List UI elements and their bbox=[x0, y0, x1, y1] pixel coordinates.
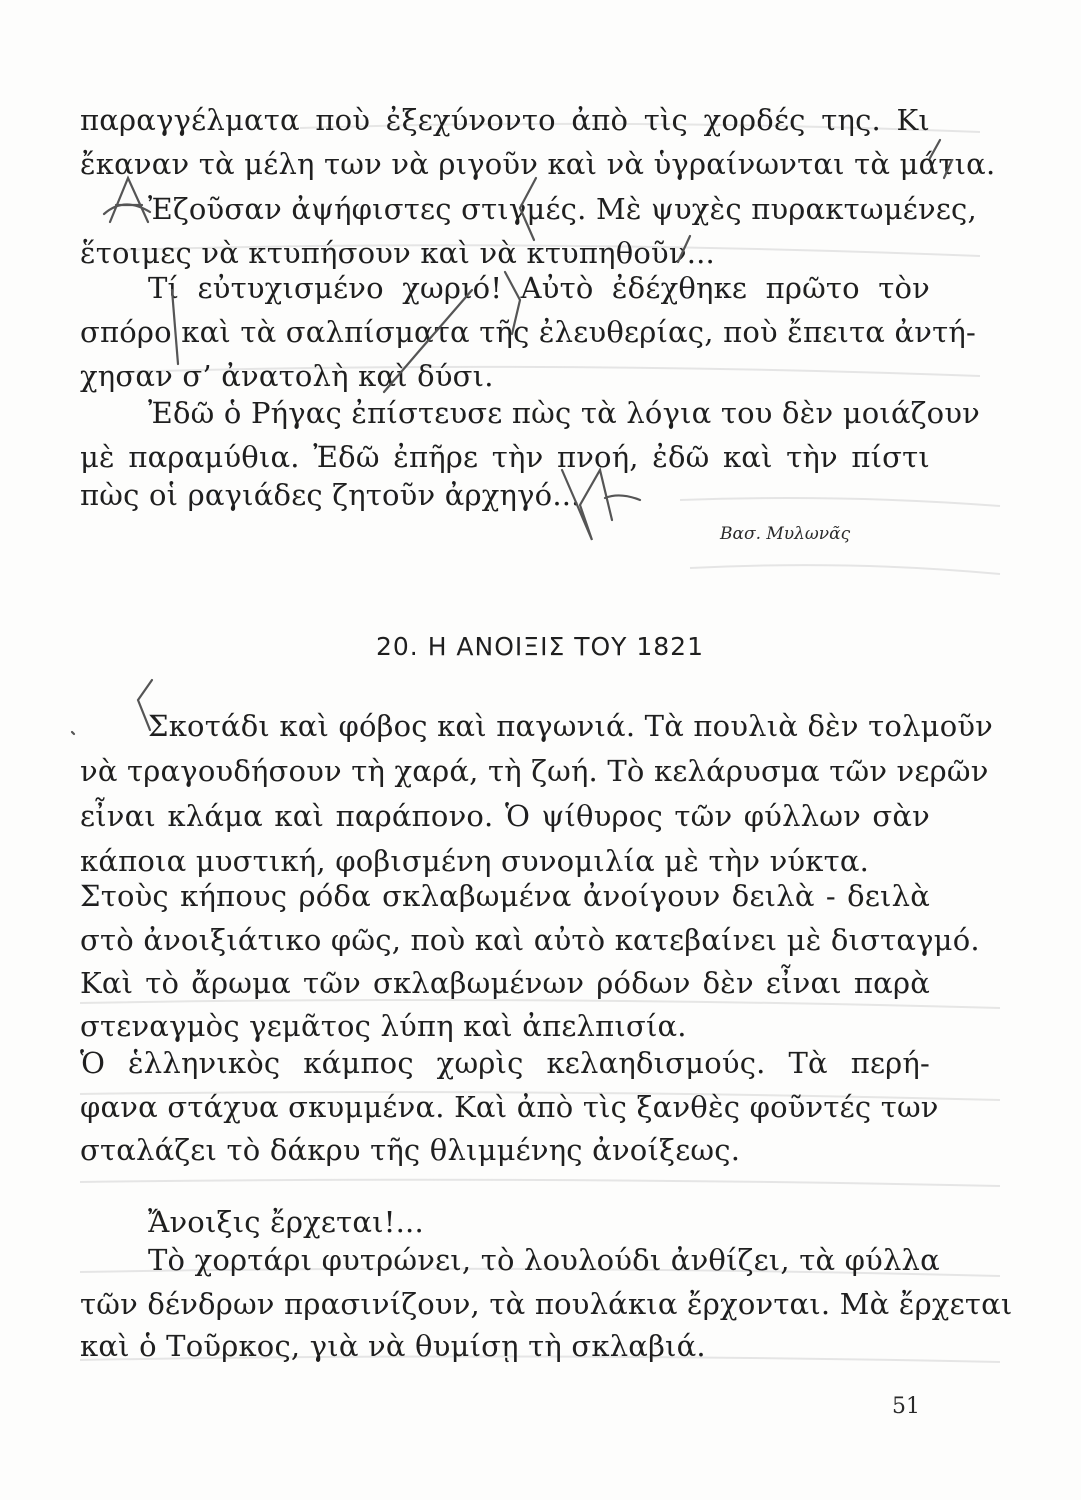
text-line: Τὸ χορτάρι φυτρώνει, τὸ λουλούδι ἀνθίζει, τὰ φύλλα bbox=[148, 1243, 940, 1277]
text-line: κάποια μυστική, φοβισμένη συνομιλία μὲ τὴν νύκτα. bbox=[80, 844, 870, 878]
text-line: Ἐζοῦσαν ἀψήφιστες στιγμές. Μὲ ψυχὲς πυρακτωμένες, bbox=[148, 192, 977, 226]
text-line: ἔκαναν τὰ μέλη των νὰ ριγοῦν καὶ νὰ ὑγραίνωνται τὰ μάτια. bbox=[80, 147, 996, 181]
text-line: στεναγμὸς γεμᾶτος λύπη καὶ ἀπελπισία. bbox=[80, 1009, 687, 1043]
text-line: σπόρο καὶ τὰ σαλπίσματα τῆς ἐλευθερίας, ποὺ ἔπειτα ἀντή- bbox=[80, 315, 976, 349]
text-line: τῶν δένδρων πρασινίζουν, τὰ πουλάκια ἔρχονται. Μὰ ἔρχεται bbox=[80, 1287, 1013, 1321]
text-line: Σκοτάδι καὶ φόβος καὶ παγωνιά. Τὰ πουλιὰ δὲν τολμοῦν bbox=[148, 709, 994, 743]
text-line: Καὶ τὸ ἄρωμα τῶν σκλαβωμένων ρόδων δὲν εἶναι παρὰ bbox=[80, 966, 930, 1000]
text-line: εἶναι κλάμα καὶ παράπονο. Ὁ ψίθυρος τῶν φύλλων σὰν bbox=[80, 799, 930, 833]
text-line: Ὁ ἑλληνικὸς κάμπος χωρὶς κελαηδισμούς. Τὰ περή- bbox=[80, 1046, 930, 1080]
page-number: 51 bbox=[892, 1394, 920, 1419]
text-line: καὶ ὁ Τοῦρκος, γιὰ νὰ θυμίσῃ τὴ σκλαβιά. bbox=[80, 1329, 706, 1363]
text-line: παραγγέλματα ποὺ ἐξεχύνοντο ἀπὸ τὶς χορδές της. Κι bbox=[80, 103, 930, 137]
text-line: Στοὺς κήπους ρόδα σκλαβωμένα ἀνοίγουν δειλὰ - δειλὰ bbox=[80, 879, 930, 913]
margin-mark-a bbox=[104, 178, 150, 222]
text-line: στὸ ἀνοιξιάτικο φῶς, ποὺ καὶ αὐτὸ κατεβαίνει μὲ δισταγμό. bbox=[80, 923, 980, 957]
text-line: πὼς οἱ ραγιάδες ζητοῦν ἀρχηγό... bbox=[80, 478, 581, 512]
section-title: 20. Η ΑΝΟΙΞΙΣ ΤΟΥ 1821 bbox=[375, 632, 704, 661]
text-line: Τί εὐτυχισμένο χωριό! Αὐτὸ ἐδέχθηκε πρῶτο τὸν bbox=[148, 271, 930, 305]
text-line: νὰ τραγουδήσουν τὴ χαρά, τὴ ζωή. Τὸ κελάρυσμα τῶν νερῶν bbox=[80, 754, 989, 788]
text-line: σταλάζει τὸ δάκρυ τῆς θλιμμένης ἀνοίξεως. bbox=[80, 1133, 741, 1167]
text-line: Ἐδῶ ὁ Ρήγας ἐπίστευσε πὼς τὰ λόγια του δὲν μοιάζουν bbox=[148, 396, 980, 430]
text-line: Ἄνοιξις ἔρχεται!... bbox=[148, 1205, 424, 1239]
text-line: μὲ παραμύθια. Ἐδῶ ἐπῆρε τὴν πνοή, ἐδῶ καὶ τὴν πίστι bbox=[80, 440, 930, 474]
dot-mark bbox=[72, 732, 74, 734]
author-signature: Βασ. Μυλωνᾶς bbox=[720, 524, 851, 544]
text-line: ἕτοιμες νὰ κτυπήσουν καὶ νὰ κτυπηθοῦν... bbox=[80, 236, 715, 270]
text-line: φανα στάχυα σκυμμένα. Καὶ ἀπὸ τὶς ξανθὲς φοῦντές των bbox=[80, 1090, 939, 1124]
text-line: χησαν σ’ ἀνατολὴ καὶ δύσι. bbox=[80, 359, 494, 393]
